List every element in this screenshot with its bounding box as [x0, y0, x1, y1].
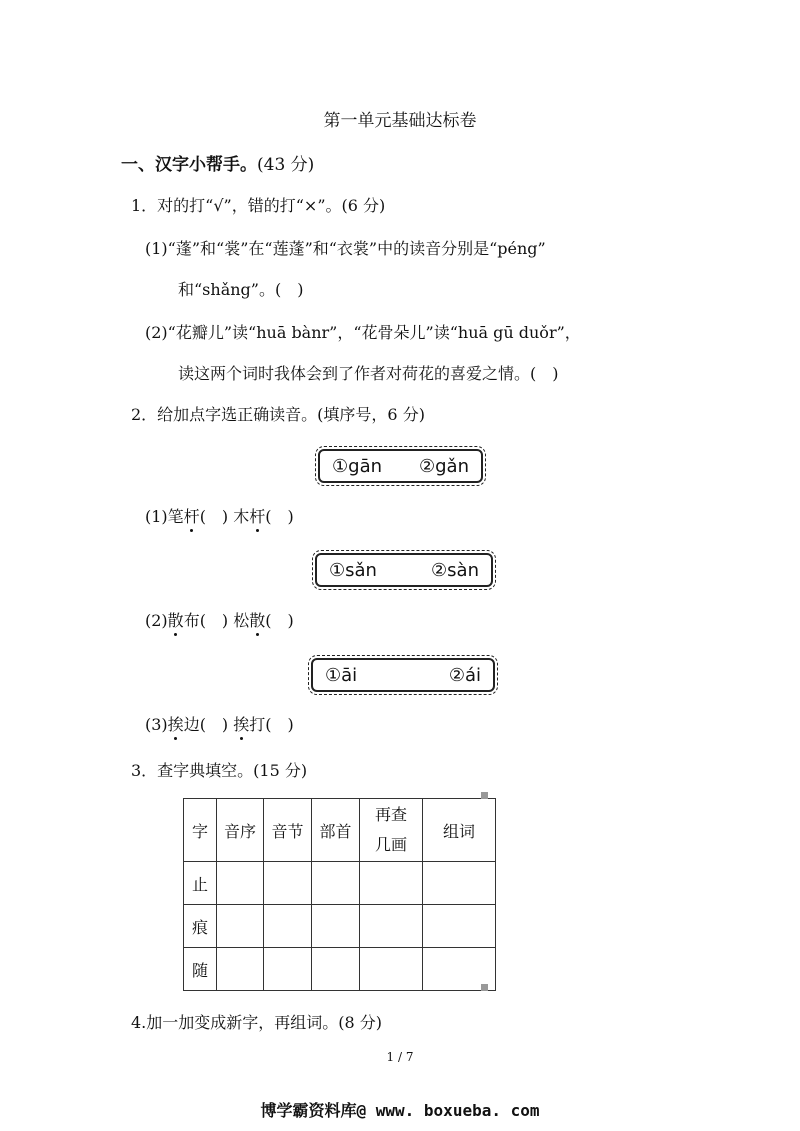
row-char: 止 [184, 862, 217, 905]
line-text: ( ) [265, 611, 294, 630]
answer-cell[interactable] [264, 905, 312, 948]
line-text: 边( ) [183, 715, 234, 734]
pinyin-option: ②gǎn [418, 455, 469, 477]
question-4-stem: 4.加一加变成新字，再组词。(8 分) [131, 1013, 383, 1032]
pinyin-option: ①āi [325, 664, 358, 686]
line-text: ( ) [265, 507, 294, 526]
question-1-item-2-line-1: (2)“花瓣儿”读“huā bànr”，“花骨朵儿”读“huā gū duǒr”， [145, 323, 581, 342]
section-heading [121, 150, 314, 175]
answer-cell[interactable] [360, 862, 423, 905]
table-resize-handle-top[interactable] [481, 792, 488, 799]
table-resize-handle-bottom[interactable] [481, 984, 488, 991]
answer-cell[interactable] [217, 905, 264, 948]
answer-cell[interactable] [264, 948, 312, 991]
footer-watermark: 博学霸资料库@ www. boxueba. com [260, 1101, 540, 1120]
table-row [184, 905, 496, 948]
dotted-char: 杆 [184, 504, 200, 527]
pinyin-option: ②ái [448, 664, 481, 686]
answer-cell[interactable] [423, 905, 496, 948]
header-cell: 音序 [217, 799, 264, 862]
line-text: ( ) 木 [199, 507, 250, 526]
pinyin-options-box-1 [318, 449, 483, 483]
line-text: (2) [145, 611, 168, 630]
question-2-line-3 [145, 712, 294, 735]
pinyin-options-box-3 [311, 658, 495, 692]
header-cell: 部首 [312, 799, 360, 862]
table-row [184, 862, 496, 905]
answer-cell[interactable] [312, 905, 360, 948]
question-1-item-1-line-2: 和“shǎng”。( ) [178, 280, 304, 299]
table-header-row [184, 799, 496, 862]
pinyin-option: ②sàn [431, 559, 479, 581]
question-3-stem: 3．查字典填空。(15 分) [131, 761, 308, 780]
header-cell [360, 799, 423, 862]
pinyin-option: ①sǎn [329, 559, 377, 581]
question-1-stem: 1．对的打“√”，错的打“×”。(6 分) [131, 196, 386, 215]
line-text: (1)笔 [145, 507, 184, 526]
page-title: 第一单元基础达标卷 [323, 111, 477, 131]
table-row [184, 948, 496, 991]
question-2-stem: 2．给加点字选正确读音。(填序号，6 分) [131, 405, 425, 424]
answer-cell[interactable] [423, 862, 496, 905]
header-line: 再查 [374, 805, 407, 824]
pinyin-options-box-2 [315, 553, 493, 587]
header-cell: 组词 [423, 799, 496, 862]
section-points: (43 分) [257, 155, 315, 175]
line-text: 布( ) 松 [183, 611, 250, 630]
question-2-line-1 [145, 504, 294, 527]
question-1-item-1-line-1: (1)“蓬”和“裳”在“莲蓬”和“衣裳”中的读音分别是“péng” [145, 239, 546, 258]
answer-cell[interactable] [360, 948, 423, 991]
row-char: 随 [184, 948, 217, 991]
dotted-char: 挨 [233, 712, 249, 735]
header-cell: 音节 [264, 799, 312, 862]
answer-cell[interactable] [360, 905, 423, 948]
line-text: 打( ) [249, 715, 294, 734]
page-number: 1 / 7 [386, 1050, 414, 1064]
dotted-char: 杆 [249, 504, 265, 527]
line-text: (3) [145, 715, 168, 734]
dotted-char: 散 [168, 608, 184, 631]
header-cell: 字 [184, 799, 217, 862]
pinyin-option: ①gān [332, 455, 383, 477]
answer-cell[interactable] [312, 948, 360, 991]
dotted-char: 散 [249, 608, 265, 631]
answer-cell[interactable] [264, 862, 312, 905]
dictionary-table [183, 798, 496, 991]
answer-cell[interactable] [312, 862, 360, 905]
question-2-line-2 [145, 608, 294, 631]
row-char: 痕 [184, 905, 217, 948]
section-heading-text: 一、汉字小帮手。 [121, 155, 257, 175]
answer-cell[interactable] [217, 948, 264, 991]
question-1-item-2-line-2: 读这两个词时我体会到了作者对荷花的喜爱之情。( ) [178, 364, 559, 383]
header-line: 几画 [374, 835, 407, 854]
dotted-char: 挨 [168, 712, 184, 735]
answer-cell[interactable] [217, 862, 264, 905]
